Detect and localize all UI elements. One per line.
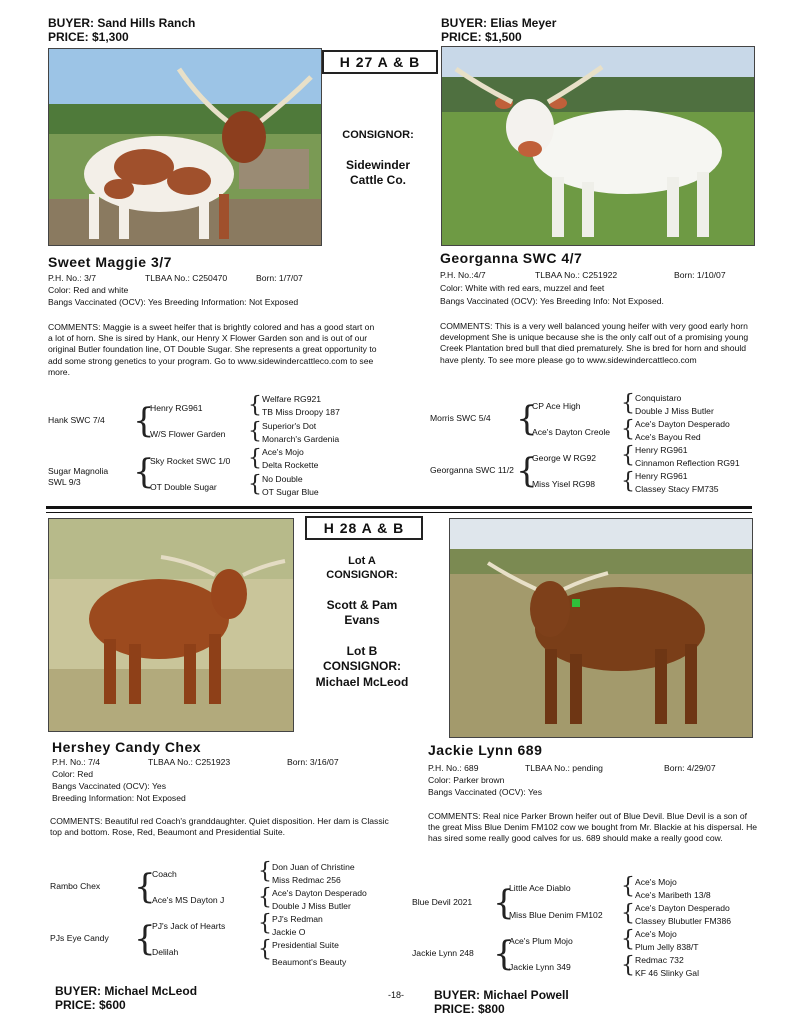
pedigree-ss: Henry RG961 xyxy=(150,403,203,413)
pedigree-dd: Miss Yisel RG98 xyxy=(532,479,596,489)
brace: { xyxy=(258,937,272,962)
buyer-price: PRICE: $1,300 xyxy=(48,30,129,44)
consignor-name xyxy=(322,158,434,188)
consignor-name-line: Scott & Pam xyxy=(326,598,398,612)
buyer-price: PRICE: $600 xyxy=(55,998,126,1012)
pedigree-ssd: Double J Miss Butler xyxy=(635,406,714,416)
breeding-info: Breeding Information: Not Exposed xyxy=(52,793,186,803)
buyer-right-bottom xyxy=(434,988,569,1016)
pedigree-sire: Morris SWC 5/4 xyxy=(430,413,491,423)
animal-name: Sweet Maggie 3/7 xyxy=(48,254,172,270)
pedigree-dds: No Double xyxy=(262,474,303,484)
pedigree-dds: Presidential Suite xyxy=(272,940,339,950)
bangs-info: Bangs Vaccinated (OCV): Yes xyxy=(428,787,543,797)
buyer-left-top xyxy=(48,16,195,44)
pedigree-dam: PJs Eye Candy xyxy=(50,933,109,943)
consignor-name-line: Sidewinder xyxy=(345,158,410,172)
color-info: Color: Red and white xyxy=(48,285,129,295)
ph-number: P.H. No.:4/7 xyxy=(440,270,486,280)
tlbaa-number: TLBAA No.: C251922 xyxy=(535,270,618,280)
section-divider xyxy=(46,512,752,513)
pedigree-ds: Ace's Plum Mojo xyxy=(509,936,573,946)
tlbaa-number: TLBAA No.: pending xyxy=(525,763,603,773)
ph-number: P.H. No.: 3/7 xyxy=(48,273,97,283)
brace: { xyxy=(248,393,262,418)
brace: { xyxy=(621,874,635,899)
comments: COMMENTS: Maggie is a sweet heifer that is brightly colored and has a good start on a lot of horn. She is sired by Hank, our Henry X Flower Garden son and is out of our original Butler foundation line, OT Double Sugar. She represents a great opportunity to add some strong genetics to your program. Go to www.sidewindercattleco.com to see more. xyxy=(48,322,377,377)
page-number: -18- xyxy=(387,990,404,1000)
brace: { xyxy=(621,391,635,416)
pedigree-sds: Superior's Dot xyxy=(262,421,317,431)
cattle-photo xyxy=(48,48,322,246)
buyer-price: PRICE: $1,500 xyxy=(441,30,522,44)
brace: { xyxy=(493,934,515,974)
buyer-name: BUYER: Elias Meyer xyxy=(441,16,557,30)
brace: { xyxy=(248,446,262,471)
buyer-name: BUYER: Michael Powell xyxy=(434,988,569,1002)
pedigree-sss: Conquistaro xyxy=(635,393,682,403)
pedigree-dd: Jackie Lynn 349 xyxy=(509,962,571,972)
brace: { xyxy=(133,452,155,492)
born-date: Born: 1/10/07 xyxy=(674,270,726,280)
lot-a-label: Lot A xyxy=(348,555,376,567)
pedigree-sdd: Ace's Bayou Red xyxy=(635,432,701,442)
pedigree-ds: George W RG92 xyxy=(532,453,596,463)
pedigree-sdd: Double J Miss Butler xyxy=(272,901,351,911)
consignor-name: Michael McLeod xyxy=(315,675,409,689)
brace: { xyxy=(493,883,515,923)
pedigree-sd: Ace's MS Dayton J xyxy=(152,895,225,905)
brace: { xyxy=(258,885,272,910)
pedigree-dam-line: Sugar Magnolia xyxy=(48,466,109,476)
tlbaa-number: TLBAA No.: C250470 xyxy=(145,273,228,283)
buyer-right-top xyxy=(441,16,556,44)
pedigree-dss: Ace's Mojo xyxy=(262,447,304,457)
brace: { xyxy=(248,419,262,444)
pedigree-dam: Jackie Lynn 248 xyxy=(412,948,474,958)
pedigree-dss: Henry RG961 xyxy=(635,445,688,455)
lot-number-box: H 27 A & B xyxy=(322,50,438,74)
animal-name: Jackie Lynn 689 xyxy=(428,742,543,758)
pedigree-sds: Ace's Dayton Desperado xyxy=(272,888,367,898)
pedigree-dsd: Cinnamon Reflection RG91 xyxy=(635,458,740,468)
pedigree-dsd: Jackie O xyxy=(272,927,306,937)
brace: { xyxy=(134,867,156,907)
pedigree-sire: Hank SWC 7/4 xyxy=(48,415,105,425)
consignor-label: CONSIGNOR: xyxy=(323,659,401,673)
brace: { xyxy=(621,443,635,468)
pedigree-ss: Coach xyxy=(152,869,177,879)
pedigree-ss: Little Ace Diablo xyxy=(509,883,571,893)
pedigree-dsd: Delta Rockette xyxy=(262,460,319,470)
ph-number: P.H. No.: 7/4 xyxy=(52,757,101,767)
pedigree-ddd: Beaumont's Beauty xyxy=(272,957,347,967)
pedigree-sdd: Monarch's Gardenia xyxy=(262,434,340,444)
pedigree-ssd: TB Miss Droopy 187 xyxy=(262,407,340,417)
born-date: Born: 1/7/07 xyxy=(256,273,303,283)
pedigree-dss: PJ's Redman xyxy=(272,914,323,924)
color-info: Color: Parker brown xyxy=(428,775,505,785)
brace: { xyxy=(258,859,272,884)
tlbaa-number: TLBAA No.: C251923 xyxy=(148,757,231,767)
cattle-photo xyxy=(441,46,755,246)
bangs-info: Bangs Vaccinated (OCV): Yes Breeding Information: Not Exposed xyxy=(48,297,299,307)
pedigree-ds: Sky Rocket SWC 1/0 xyxy=(150,456,231,466)
bangs-info: Bangs Vaccinated (OCV): Yes xyxy=(52,781,167,791)
pedigree-ddd: KF 46 Slinky Gal xyxy=(635,968,699,978)
brace: { xyxy=(258,911,272,936)
pedigree-ssd: Miss Redmac 256 xyxy=(272,875,341,885)
pedigree-sire: Rambo Chex xyxy=(50,881,101,891)
consignor-name-line: Evans xyxy=(344,613,380,627)
buyer-price: PRICE: $800 xyxy=(434,1002,505,1016)
lot-b-label: Lot B xyxy=(346,644,378,658)
pedigree-sds: Ace's Dayton Desperado xyxy=(635,903,730,913)
pedigree-ddd: OT Sugar Blue xyxy=(262,487,319,497)
pedigree-dam-line: SWL 9/3 xyxy=(48,477,81,487)
pedigree-sds: Ace's Dayton Desperado xyxy=(635,419,730,429)
brace: { xyxy=(248,472,262,497)
buyer-name: BUYER: Michael McLeod xyxy=(55,984,198,998)
pedigree-dd: Delilah xyxy=(152,947,179,957)
animal-name: Georganna SWC 4/7 xyxy=(440,250,583,266)
pedigree-sdd: Classey Blubutler FM386 xyxy=(635,916,732,926)
pedigree-ds: PJ's Jack of Hearts xyxy=(152,921,226,931)
brace: { xyxy=(621,469,635,494)
pedigree-sd: Miss Blue Denim FM102 xyxy=(509,910,603,920)
pedigree-dds: Redmac 732 xyxy=(635,955,684,965)
pedigree-sd: Ace's Dayton Creole xyxy=(532,427,611,437)
brace: { xyxy=(133,401,155,441)
ph-number: P.H. No.: 689 xyxy=(428,763,479,773)
pedigree-dss: Ace's Mojo xyxy=(635,929,677,939)
buyer-left-bottom xyxy=(55,984,197,1012)
pedigree-dsd: Plum Jelly 838/T xyxy=(635,942,699,952)
comments: COMMENTS: This is a very well balanced young heifer with very good early horn development She is unique because she is the only calf out of a promising young Creek Plantation bred bull that died prematurely. She is bred for horn and should have plenty. To see more please go to www.sidewindercattleco.com xyxy=(440,321,749,365)
pedigree-dds: Henry RG961 xyxy=(635,471,688,481)
brace: { xyxy=(621,927,635,952)
section-divider xyxy=(46,506,752,509)
buyer-name: BUYER: Sand Hills Ranch xyxy=(48,16,196,30)
comments: COMMENTS: Beautiful red Coach's granddaughter. Quiet disposition. Her dam is Classic top and bottom. Rose, Red, Beaumont and Presidential Suite. xyxy=(50,816,389,838)
born-date: Born: 4/29/07 xyxy=(664,763,716,773)
pedigree-dam xyxy=(48,466,108,488)
consignor-name xyxy=(296,598,428,628)
pedigree-sd: W/S Flower Garden xyxy=(150,429,226,439)
consignor-name-line: Cattle Co. xyxy=(349,173,406,187)
pedigree-sss: Don Juan of Christine xyxy=(272,862,355,872)
brace: { xyxy=(621,953,635,978)
pedigree-ssd: Ace's Maribeth 13/8 xyxy=(635,890,711,900)
brace: { xyxy=(621,417,635,442)
cattle-photo xyxy=(449,518,753,738)
pedigree-ss: CP Ace High xyxy=(532,401,581,411)
animal-name: Hershey Candy Chex xyxy=(52,739,202,755)
color-info: Color: Red xyxy=(52,769,94,779)
brace: { xyxy=(621,901,635,926)
brace: { xyxy=(134,919,156,959)
consignor-label: CONSIGNOR: xyxy=(326,569,398,581)
comments: COMMENTS: Real nice Parker Brown heifer out of Blue Devil. Blue Devil is a son of the great Miss Blue Denim FM102 cow we bought from Mr. Blackie at his dispersal. He has sired some really good calves for us. 689 should make a really good cow. xyxy=(428,811,758,844)
color-info: Color: White with red ears, muzzel and feet xyxy=(440,283,605,293)
lot-number-box: H 28 A & B xyxy=(305,516,423,540)
cattle-photo xyxy=(48,518,294,732)
pedigree-sss: Welfare RG921 xyxy=(262,394,322,404)
born-date: Born: 3/16/07 xyxy=(287,757,339,767)
pedigree-ddd: Classey Stacy FM735 xyxy=(635,484,719,494)
pedigree-sss: Ace's Mojo xyxy=(635,877,677,887)
pedigree-sire: Blue Devil 2021 xyxy=(412,897,473,907)
bangs-info: Bangs Vaccinated (OCV): Yes Breeding Info: Not Exposed. xyxy=(440,296,664,306)
consignor-label: CONSIGNOR: xyxy=(342,129,414,141)
brace: { xyxy=(516,451,538,491)
brace: { xyxy=(516,399,538,439)
pedigree-dam: Georganna SWC 11/2 xyxy=(430,465,514,475)
pedigree-dd: OT Double Sugar xyxy=(150,482,217,492)
